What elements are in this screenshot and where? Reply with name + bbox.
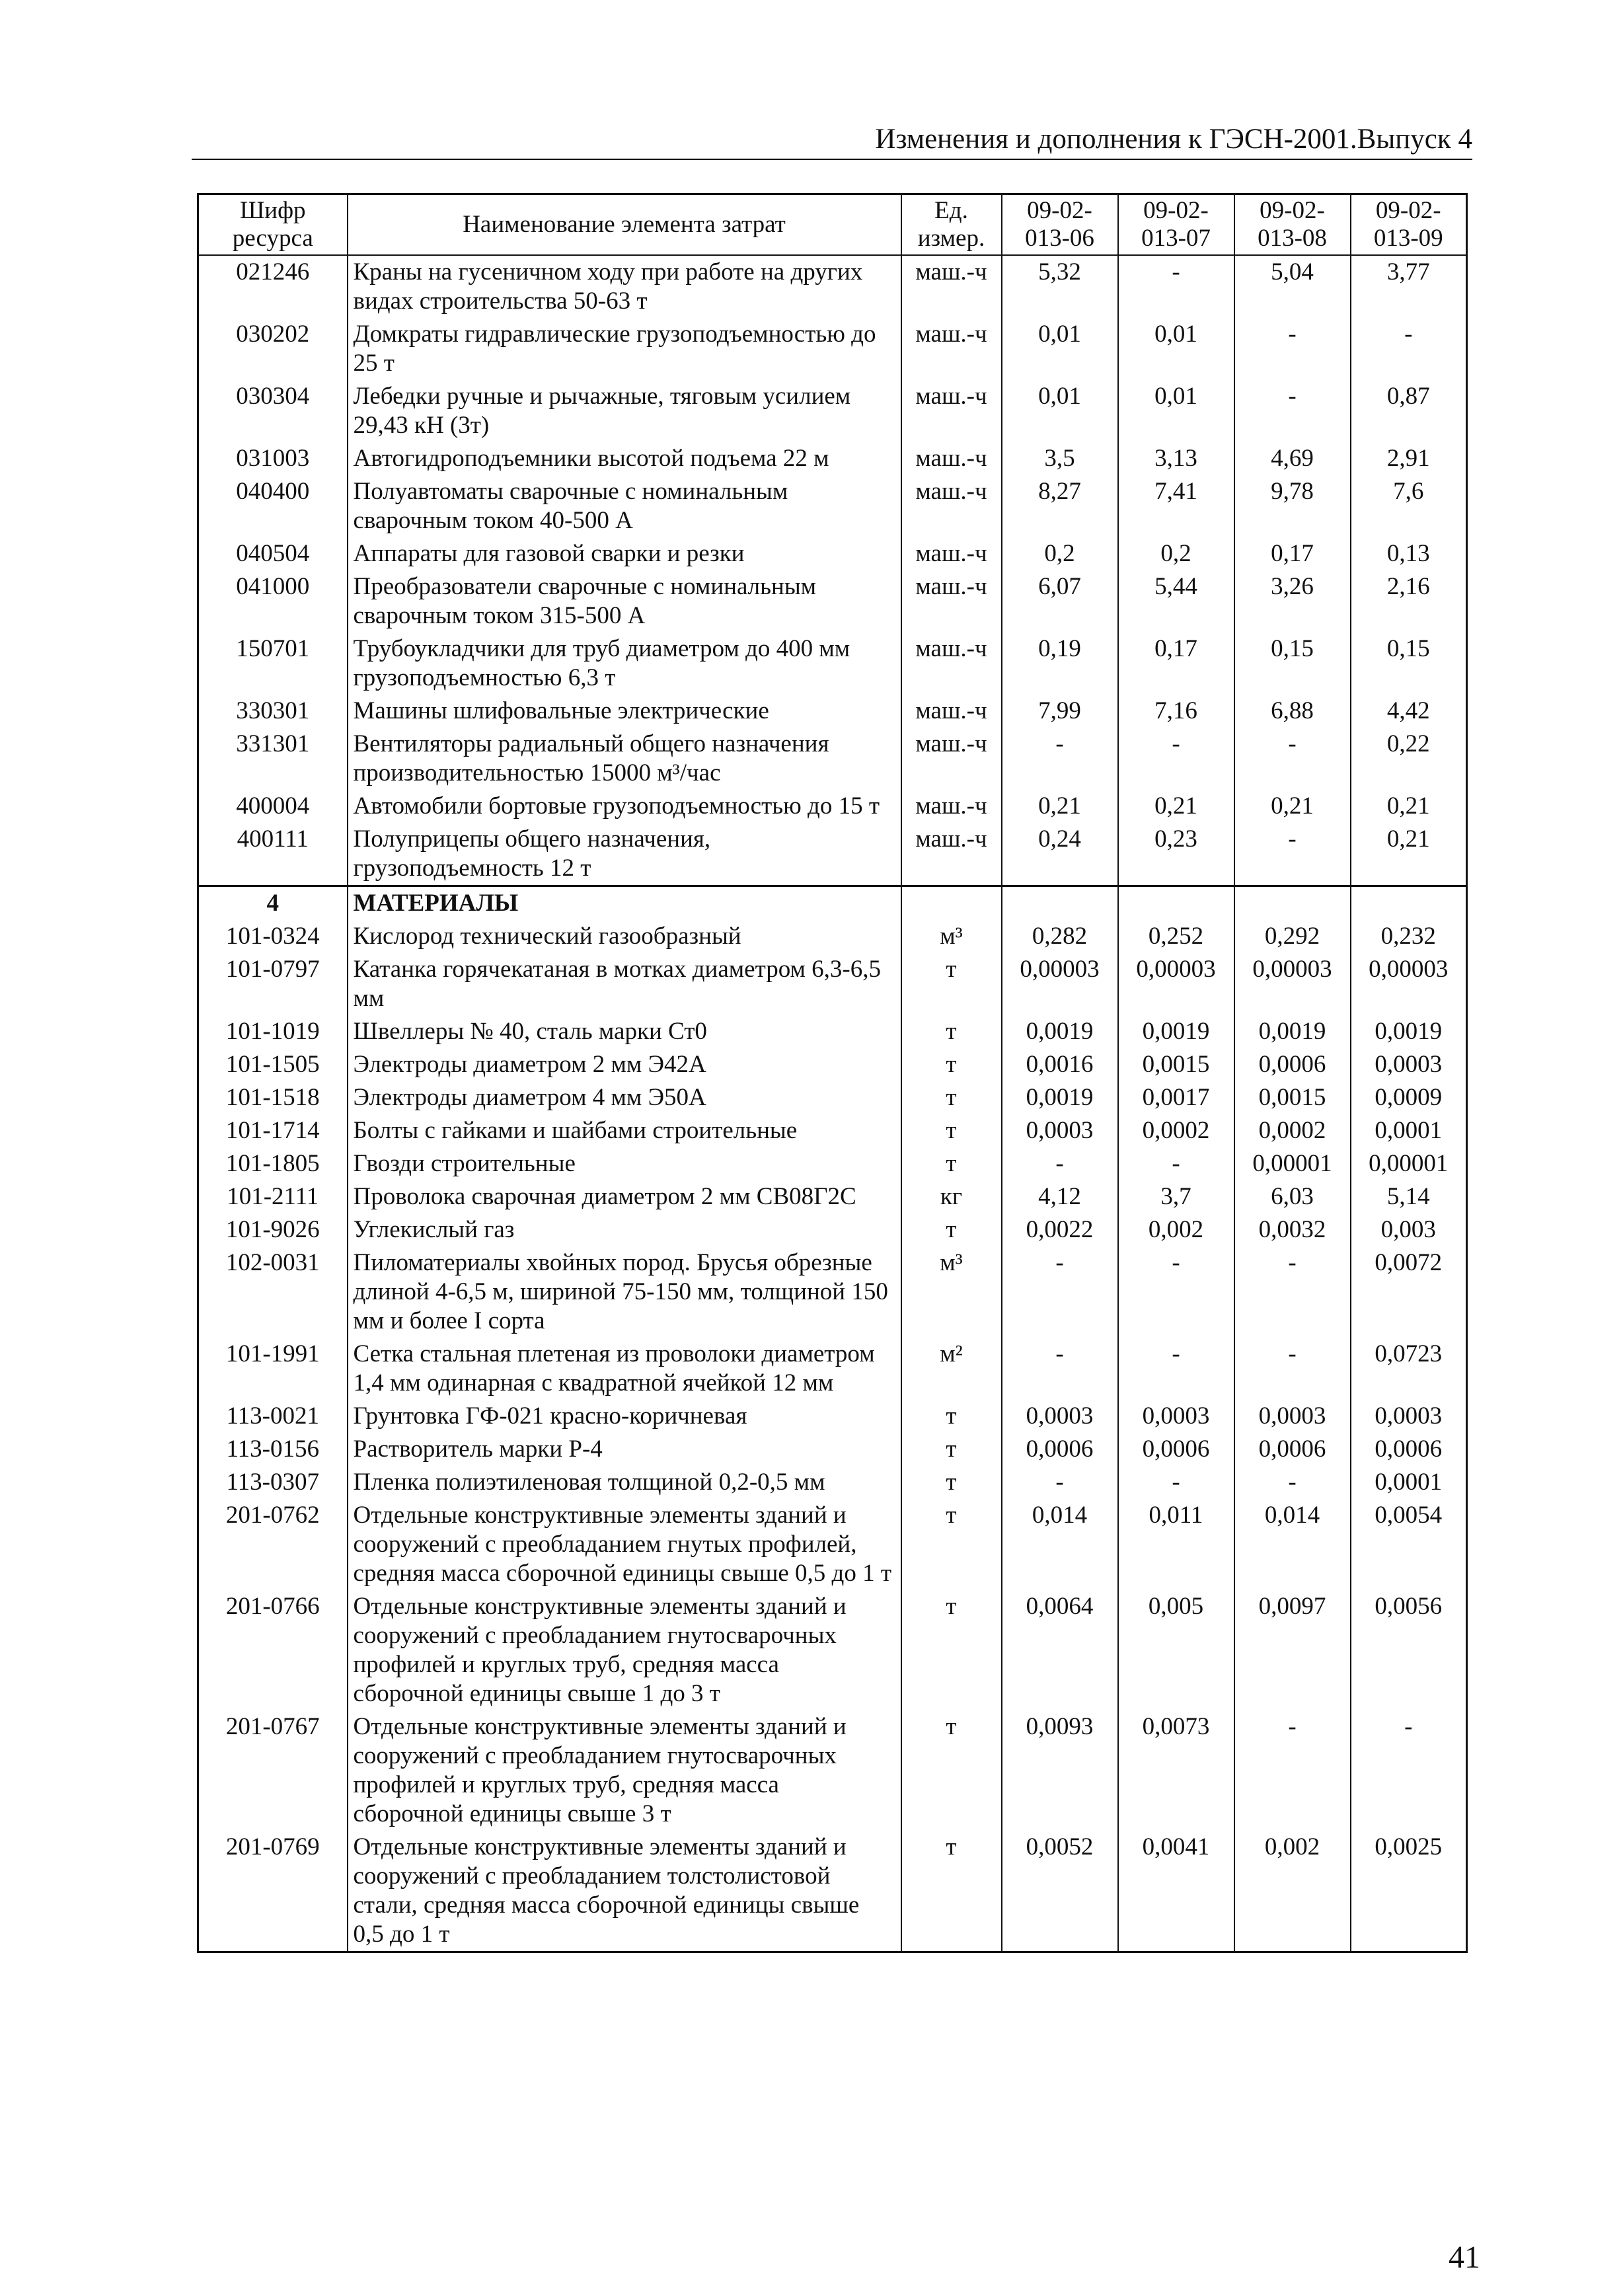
cell-v4: -: [1351, 318, 1467, 380]
table-row: [198, 570, 1467, 632]
table-header-row: [198, 194, 1467, 256]
cell-v2: 0,0003: [1118, 1400, 1234, 1433]
cell-v3: 0,0006: [1234, 1048, 1351, 1081]
table-row: [198, 728, 1467, 790]
table-row: [198, 1433, 1467, 1466]
cell-name: Отдельные конструктивные элементы зданий и сооружений с преобладанием гнутых профилей, средняя масса сборочной единицы свыше 0,5 до 1 т: [348, 1499, 901, 1590]
cell-code: 021246: [198, 255, 348, 318]
cell-v3: -: [1234, 823, 1351, 886]
cell-name: Отдельные конструктивные элементы зданий и сооружений с преобладанием толстолистовой стали, средняя масса сборочной единицы свыше 0,5 до 1 т: [348, 1831, 901, 1952]
cell-unit: т: [901, 1213, 1002, 1246]
cell-v1: -: [1002, 1246, 1118, 1338]
cell-v1: 0,01: [1002, 318, 1118, 380]
cell-code: 400004: [198, 790, 348, 823]
cell-v4: 0,13: [1351, 537, 1467, 570]
cell-v4: 0,00001: [1351, 1147, 1467, 1180]
cell-code: 201-0767: [198, 1710, 348, 1831]
cell-name: Трубоукладчики для труб диаметром до 400 мм грузоподъемностью 6,3 т: [348, 632, 901, 695]
cell-v2: 0,23: [1118, 823, 1234, 886]
column-header-code: Шифр ресурса: [198, 194, 348, 256]
cell-v4: 0,00003: [1351, 953, 1467, 1015]
cell-v3: -: [1234, 1710, 1351, 1831]
table-row: [198, 1400, 1467, 1433]
cell-name: Автогидроподъемники высотой подъема 22 м: [348, 442, 901, 475]
cell-name: Углекислый газ: [348, 1213, 901, 1246]
cell-v2: 0,0015: [1118, 1048, 1234, 1081]
cell-unit: маш.-ч: [901, 632, 1002, 695]
cell-v1: 0,0016: [1002, 1048, 1118, 1081]
cell-v1: 4,12: [1002, 1180, 1118, 1213]
cell-v4: 7,6: [1351, 475, 1467, 537]
cell-name: Лебедки ручные и рычажные, тяговым усилием 29,43 кН (3т): [348, 380, 901, 442]
cell-name: Катанка горячекатаная в мотках диаметром 6,3-6,5 мм: [348, 953, 901, 1015]
section-row: [198, 886, 1467, 921]
cell-code: 400111: [198, 823, 348, 886]
cell-code: 102-0031: [198, 1246, 348, 1338]
empty-cell: [901, 886, 1002, 921]
cell-unit: т: [901, 1015, 1002, 1048]
page-number: 41: [1449, 2240, 1480, 2275]
cell-v1: 0,00003: [1002, 953, 1118, 1015]
cell-code: 030202: [198, 318, 348, 380]
cell-v1: 0,0019: [1002, 1015, 1118, 1048]
cell-v2: 0,01: [1118, 380, 1234, 442]
cell-name: Отдельные конструктивные элементы зданий и сооружений с преобладанием гнутосварочных профилей и круглых труб, средняя масса сборочной единицы свыше 3 т: [348, 1710, 901, 1831]
cell-unit: маш.-ч: [901, 823, 1002, 886]
cell-unit: т: [901, 1048, 1002, 1081]
cell-unit: маш.-ч: [901, 442, 1002, 475]
column-header-v2: 09-02-013-07: [1118, 194, 1234, 256]
cell-unit: маш.-ч: [901, 570, 1002, 632]
cell-v4: 0,0003: [1351, 1400, 1467, 1433]
cell-v4: 3,77: [1351, 255, 1467, 318]
cell-v4: 0,0723: [1351, 1338, 1467, 1400]
cell-v2: 3,7: [1118, 1180, 1234, 1213]
cell-v3: 0,21: [1234, 790, 1351, 823]
cell-v4: 0,0001: [1351, 1114, 1467, 1147]
cell-v3: 9,78: [1234, 475, 1351, 537]
cell-v2: -: [1118, 1147, 1234, 1180]
table-row: [198, 1466, 1467, 1499]
cell-v4: 0,0072: [1351, 1246, 1467, 1338]
cell-code: 201-0769: [198, 1831, 348, 1952]
cell-v4: 0,0054: [1351, 1499, 1467, 1590]
cell-v4: 0,0056: [1351, 1590, 1467, 1710]
cell-name: Вентиляторы радиальный общего назначения производительностью 15000 м³/час: [348, 728, 901, 790]
cell-v2: -: [1118, 255, 1234, 318]
cell-v3: -: [1234, 1338, 1351, 1400]
cell-v3: 0,17: [1234, 537, 1351, 570]
section-name: МАТЕРИАЛЫ: [348, 886, 901, 921]
cell-v3: 4,69: [1234, 442, 1351, 475]
cell-code: 101-1805: [198, 1147, 348, 1180]
cell-name: Сетка стальная плетеная из проволоки диаметром 1,4 мм одинарная с квадратной ячейкой 12 мм: [348, 1338, 901, 1400]
cell-v2: 0,252: [1118, 920, 1234, 953]
cell-v4: 0,21: [1351, 823, 1467, 886]
cell-v3: 3,26: [1234, 570, 1351, 632]
cell-code: 331301: [198, 728, 348, 790]
cell-v1: 0,0019: [1002, 1081, 1118, 1114]
cell-name: Полуавтоматы сварочные с номинальным сварочным током 40-500 А: [348, 475, 901, 537]
cell-v2: 0,011: [1118, 1499, 1234, 1590]
cell-unit: т: [901, 1433, 1002, 1466]
cell-v2: -: [1118, 728, 1234, 790]
cell-v3: 6,88: [1234, 695, 1351, 728]
cell-v3: 0,014: [1234, 1499, 1351, 1590]
cell-v1: 0,0093: [1002, 1710, 1118, 1831]
cell-v4: -: [1351, 1710, 1467, 1831]
cell-code: 101-1505: [198, 1048, 348, 1081]
table-row: [198, 1015, 1467, 1048]
cell-name: Машины шлифовальные электрические: [348, 695, 901, 728]
cell-code: 041000: [198, 570, 348, 632]
cell-v4: 0,21: [1351, 790, 1467, 823]
cell-name: Проволока сварочная диаметром 2 мм СВ08Г2С: [348, 1180, 901, 1213]
cell-v2: -: [1118, 1338, 1234, 1400]
cell-code: 113-0307: [198, 1466, 348, 1499]
cell-v1: 0,24: [1002, 823, 1118, 886]
cell-v3: 0,00001: [1234, 1147, 1351, 1180]
cell-v4: 0,0019: [1351, 1015, 1467, 1048]
cell-v4: 5,14: [1351, 1180, 1467, 1213]
resource-cost-table: [197, 193, 1468, 1953]
cell-code: 201-0762: [198, 1499, 348, 1590]
cell-v4: 0,232: [1351, 920, 1467, 953]
cell-v3: 0,0019: [1234, 1015, 1351, 1048]
cell-name: Гвозди строительные: [348, 1147, 901, 1180]
cell-name: Пленка полиэтиленовая толщиной 0,2-0,5 мм: [348, 1466, 901, 1499]
cell-unit: маш.-ч: [901, 255, 1002, 318]
cell-v1: 0,2: [1002, 537, 1118, 570]
cell-v2: 7,16: [1118, 695, 1234, 728]
cell-v4: 2,16: [1351, 570, 1467, 632]
cell-unit: м³: [901, 1246, 1002, 1338]
cell-v3: 6,03: [1234, 1180, 1351, 1213]
cell-v1: -: [1002, 1466, 1118, 1499]
cell-unit: т: [901, 1400, 1002, 1433]
cell-v3: 0,15: [1234, 632, 1351, 695]
cell-name: Электроды диаметром 4 мм Э50А: [348, 1081, 901, 1114]
cell-v3: 0,0002: [1234, 1114, 1351, 1147]
table-row: [198, 318, 1467, 380]
cell-v3: 0,0015: [1234, 1081, 1351, 1114]
cell-code: 150701: [198, 632, 348, 695]
cell-v1: 8,27: [1002, 475, 1118, 537]
cell-code: 101-1714: [198, 1114, 348, 1147]
table-row: [198, 790, 1467, 823]
cell-v2: 0,01: [1118, 318, 1234, 380]
table-row: [198, 1246, 1467, 1338]
cell-v2: 0,0002: [1118, 1114, 1234, 1147]
cell-code: 031003: [198, 442, 348, 475]
cell-v2: 0,0006: [1118, 1433, 1234, 1466]
cell-v1: 6,07: [1002, 570, 1118, 632]
cell-name: Швеллеры № 40, сталь марки Ст0: [348, 1015, 901, 1048]
cell-unit: т: [901, 1466, 1002, 1499]
table-row: [198, 1590, 1467, 1710]
cell-name: Растворитель марки Р-4: [348, 1433, 901, 1466]
cell-code: 040504: [198, 537, 348, 570]
table-row: [198, 1499, 1467, 1590]
cell-v2: 0,002: [1118, 1213, 1234, 1246]
cell-v1: -: [1002, 1147, 1118, 1180]
cell-unit: м²: [901, 1338, 1002, 1400]
cell-v1: 0,0006: [1002, 1433, 1118, 1466]
table-row: [198, 695, 1467, 728]
table-row: [198, 1710, 1467, 1831]
cell-v4: 0,003: [1351, 1213, 1467, 1246]
cell-unit: маш.-ч: [901, 380, 1002, 442]
table-row: [198, 442, 1467, 475]
table-row: [198, 823, 1467, 886]
cell-v1: 0,0064: [1002, 1590, 1118, 1710]
table-row: [198, 1180, 1467, 1213]
cell-v2: 0,005: [1118, 1590, 1234, 1710]
cell-v2: -: [1118, 1246, 1234, 1338]
cell-name: Преобразователи сварочные с номинальным сварочным током 315-500 А: [348, 570, 901, 632]
cell-v1: 0,0003: [1002, 1114, 1118, 1147]
cell-v2: 0,2: [1118, 537, 1234, 570]
table-row: [198, 537, 1467, 570]
cell-code: 040400: [198, 475, 348, 537]
cell-unit: маш.-ч: [901, 695, 1002, 728]
cell-v1: 0,0052: [1002, 1831, 1118, 1952]
cell-name: Краны на гусеничном ходу при работе на других видах строительства 50-63 т: [348, 255, 901, 318]
cell-unit: т: [901, 1081, 1002, 1114]
table-row: [198, 1114, 1467, 1147]
cell-v4: 0,0009: [1351, 1081, 1467, 1114]
table-row: [198, 1831, 1467, 1952]
cell-v3: -: [1234, 318, 1351, 380]
cell-unit: кг: [901, 1180, 1002, 1213]
cell-name: Домкраты гидравлические грузоподъемностью до 25 т: [348, 318, 901, 380]
cell-unit: т: [901, 1499, 1002, 1590]
cell-code: 201-0766: [198, 1590, 348, 1710]
cell-v4: 0,0025: [1351, 1831, 1467, 1952]
column-header-unit: Ед. измер.: [901, 194, 1002, 256]
cell-unit: маш.-ч: [901, 318, 1002, 380]
cell-v1: -: [1002, 1338, 1118, 1400]
cell-name: Электроды диаметром 2 мм Э42А: [348, 1048, 901, 1081]
cell-v4: 0,15: [1351, 632, 1467, 695]
cell-v4: 0,22: [1351, 728, 1467, 790]
cell-name: Кислород технический газообразный: [348, 920, 901, 953]
table-row: [198, 1213, 1467, 1246]
cell-v4: 0,0003: [1351, 1048, 1467, 1081]
cell-v3: 0,0003: [1234, 1400, 1351, 1433]
column-header-v4: 09-02-013-09: [1351, 194, 1467, 256]
cell-v2: 0,21: [1118, 790, 1234, 823]
cell-v2: 7,41: [1118, 475, 1234, 537]
cell-v3: -: [1234, 728, 1351, 790]
cell-v3: 5,04: [1234, 255, 1351, 318]
cell-v3: 0,0006: [1234, 1433, 1351, 1466]
table-row: [198, 1147, 1467, 1180]
table-row: [198, 1338, 1467, 1400]
cell-v1: 0,0022: [1002, 1213, 1118, 1246]
cell-v3: 0,0097: [1234, 1590, 1351, 1710]
cell-v3: -: [1234, 1466, 1351, 1499]
column-header-v1: 09-02-013-06: [1002, 194, 1118, 256]
table-row: [198, 255, 1467, 318]
cell-v1: 3,5: [1002, 442, 1118, 475]
table-row: [198, 380, 1467, 442]
cell-name: Пиломатериалы хвойных пород. Брусья обрезные длиной 4-6,5 м, шириной 75-150 мм, толщиной 150 мм и более I сорта: [348, 1246, 901, 1338]
cell-v4: 2,91: [1351, 442, 1467, 475]
cell-v2: 0,0017: [1118, 1081, 1234, 1114]
cell-code: 330301: [198, 695, 348, 728]
cell-unit: т: [901, 1710, 1002, 1831]
cell-unit: т: [901, 1147, 1002, 1180]
cell-name: Грунтовка ГФ-021 красно-коричневая: [348, 1400, 901, 1433]
cell-v4: 0,0001: [1351, 1466, 1467, 1499]
cell-code: 101-1991: [198, 1338, 348, 1400]
cell-v3: 0,292: [1234, 920, 1351, 953]
empty-cell: [1118, 886, 1234, 921]
cell-v3: 0,002: [1234, 1831, 1351, 1952]
cell-v1: 0,014: [1002, 1499, 1118, 1590]
cell-code: 101-0797: [198, 953, 348, 1015]
empty-cell: [1002, 886, 1118, 921]
table-row: [198, 920, 1467, 953]
cell-unit: т: [901, 1590, 1002, 1710]
cell-name: Автомобили бортовые грузоподъемностью до 15 т: [348, 790, 901, 823]
cell-code: 113-0156: [198, 1433, 348, 1466]
cell-unit: маш.-ч: [901, 790, 1002, 823]
cell-code: 113-0021: [198, 1400, 348, 1433]
cell-v1: 0,0003: [1002, 1400, 1118, 1433]
cell-unit: маш.-ч: [901, 728, 1002, 790]
cell-unit: м³: [901, 920, 1002, 953]
cell-v2: 0,17: [1118, 632, 1234, 695]
cell-code: 101-1019: [198, 1015, 348, 1048]
empty-cell: [1234, 886, 1351, 921]
table-row: [198, 1081, 1467, 1114]
cell-v2: 0,0073: [1118, 1710, 1234, 1831]
cell-v3: 0,0032: [1234, 1213, 1351, 1246]
running-header: Изменения и дополнения к ГЭСН-2001.Выпуск 4: [875, 124, 1472, 155]
cell-name: Болты с гайками и шайбами строительные: [348, 1114, 901, 1147]
cell-v3: -: [1234, 1246, 1351, 1338]
cell-v4: 0,0006: [1351, 1433, 1467, 1466]
cell-code: 101-1518: [198, 1081, 348, 1114]
cell-v1: 0,01: [1002, 380, 1118, 442]
header-rule: [192, 159, 1472, 160]
cell-unit: т: [901, 1114, 1002, 1147]
cell-unit: маш.-ч: [901, 475, 1002, 537]
cell-v3: -: [1234, 380, 1351, 442]
cell-v2: 3,13: [1118, 442, 1234, 475]
cell-unit: т: [901, 953, 1002, 1015]
section-code: 4: [198, 886, 348, 921]
cell-v1: 0,19: [1002, 632, 1118, 695]
cell-v3: 0,00003: [1234, 953, 1351, 1015]
cell-v2: 0,0019: [1118, 1015, 1234, 1048]
cell-v1: 0,21: [1002, 790, 1118, 823]
empty-cell: [1351, 886, 1467, 921]
cell-v1: 5,32: [1002, 255, 1118, 318]
cell-name: Полуприцепы общего назначения, грузоподъемность 12 т: [348, 823, 901, 886]
cell-name: Отдельные конструктивные элементы зданий и сооружений с преобладанием гнутосварочных профилей и круглых труб, средняя масса сборочной единицы свыше 1 до 3 т: [348, 1590, 901, 1710]
cell-unit: т: [901, 1831, 1002, 1952]
table-row: [198, 475, 1467, 537]
table-row: [198, 1048, 1467, 1081]
column-header-name: Наименование элемента затрат: [348, 194, 901, 256]
cell-v1: 7,99: [1002, 695, 1118, 728]
column-header-v3: 09-02-013-08: [1234, 194, 1351, 256]
table-row: [198, 953, 1467, 1015]
cell-name: Аппараты для газовой сварки и резки: [348, 537, 901, 570]
table-row: [198, 632, 1467, 695]
table-body: [198, 255, 1467, 1952]
cell-code: 101-0324: [198, 920, 348, 953]
cell-v1: 0,282: [1002, 920, 1118, 953]
cell-unit: маш.-ч: [901, 537, 1002, 570]
cell-v2: -: [1118, 1466, 1234, 1499]
cell-v2: 5,44: [1118, 570, 1234, 632]
cell-code: 101-2111: [198, 1180, 348, 1213]
cell-v4: 4,42: [1351, 695, 1467, 728]
cell-v2: 0,00003: [1118, 953, 1234, 1015]
cell-v1: -: [1002, 728, 1118, 790]
cell-code: 101-9026: [198, 1213, 348, 1246]
cell-v4: 0,87: [1351, 380, 1467, 442]
cell-code: 030304: [198, 380, 348, 442]
cell-v2: 0,0041: [1118, 1831, 1234, 1952]
